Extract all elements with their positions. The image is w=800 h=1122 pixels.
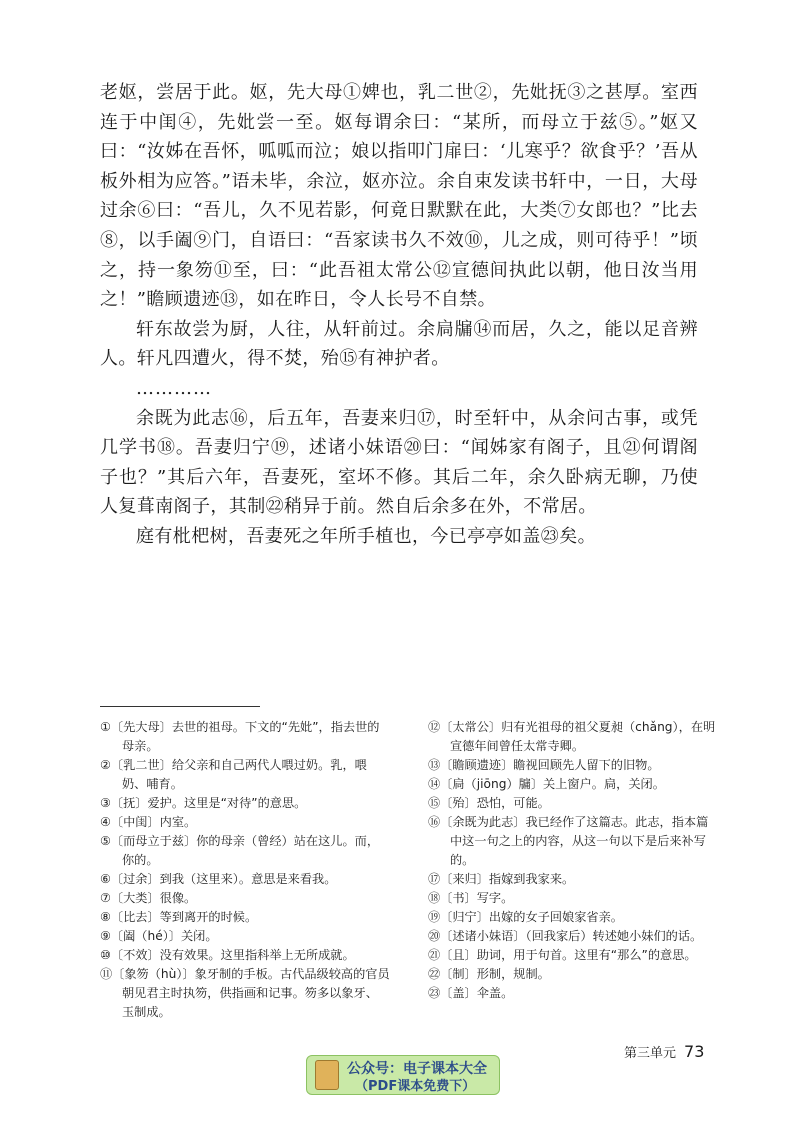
footnote: ②〔乳二世〕给父亲和自己两代人喂过奶。乳，喂奶、哺育。 bbox=[100, 758, 367, 791]
footnote: ⑰〔来归〕指嫁到我家来。 bbox=[428, 872, 575, 886]
page-footer bbox=[624, 1042, 704, 1061]
footnote: ⑤〔而母立于兹〕你的母亲（曾经）站在这儿。而，你的。 bbox=[100, 834, 380, 867]
paragraph-3: 余既为此志⑯，后五年，吾妻来归⑰，时至轩中，从余问古事，或凭几学书⑱。吾妻归宁⑲，述诸小妹语⑳曰：“闻姊家有阁子，且㉑何谓阁子也？”其后六年，吾妻死，室坏不修。其后二年，余久卧病无聊，乃使人复葺南阁子，其制㉒稍异于前。然自后余多在外，不常居。 bbox=[100, 407, 698, 518]
footnote: ④〔中闺〕内室。 bbox=[100, 815, 197, 829]
footnote: ⑭〔扃（jiōng）牖〕关上窗户。扃，关闭。 bbox=[428, 777, 665, 791]
footnotes-left bbox=[100, 718, 390, 1022]
footnote: ③〔抚〕爱护。这里是“对待”的意思。 bbox=[100, 796, 307, 810]
paragraph-1: 老妪，尝居于此。妪，先大母①婢也，乳二世②，先妣抚③之甚厚。室西连于中闺④，先妣尝一至。妪每谓余曰：“某所，而母立于兹⑤。”妪又曰：“汝姊在吾怀，呱呱而泣；娘以指叩门扉曰：‘儿寒乎？欲食乎？’吾从板外相为应答。”语未毕，余泣，妪亦泣。余自束发读书轩中，一日，大母过余⑥曰：“吾儿，久不见若影，何竟日默默在此，大类⑦女郎也？”比去⑧，以手阖⑨门，自语曰：“吾家读书久不效⑩，儿之成，则可待乎！”顷之，持一象笏⑪至，曰：“此吾祖太常公⑫宣德间执此以朝，他日汝当用之！”瞻顾遗迹⑬，如在昨日，令人长号不自禁。 bbox=[100, 82, 698, 311]
unit-label: 第三单元 bbox=[624, 1046, 677, 1061]
footnote: ⑦〔大类〕很像。 bbox=[100, 891, 197, 905]
banner-line-2: （PDF课本免费下） bbox=[355, 1079, 476, 1094]
footnote: ⑨〔阖（hé）〕关闭。 bbox=[100, 929, 218, 943]
footnote: ⑲〔归宁〕出嫁的女子回娘家省亲。 bbox=[428, 910, 623, 924]
footnote: ㉓〔盖〕伞盖。 bbox=[428, 986, 514, 1000]
footnote: ⑧〔比去〕等到离开的时候。 bbox=[100, 910, 258, 924]
footnote: ㉑〔且〕助词，用于句首。这里有“那么”的意思。 bbox=[428, 948, 697, 962]
footnote-divider bbox=[100, 706, 260, 707]
footnote: ⑫〔太常公〕归有光祖母的祖父夏昶（chǎng），在明宣德年间曾任太常寺卿。 bbox=[428, 720, 716, 753]
paragraph-4: 庭有枇杷树，吾妻死之年所手植也，今已亭亭如盖㉓矣。 bbox=[136, 525, 596, 547]
main-text bbox=[100, 78, 698, 552]
footnote: ⑬〔瞻顾遗迹〕瞻视回顾先人留下的旧物。 bbox=[428, 758, 660, 772]
footnote: ⑳〔述诸小妹语〕（回我家后）转述她小妹们的话。 bbox=[428, 929, 703, 943]
banner-line-1: 公众号：电子课本大全 bbox=[347, 1061, 487, 1077]
footnote: ⑪〔象笏（hù）〕象牙制的手板。古代品级较高的官员朝见君主时执笏，供指画和记事。笏多以象牙、玉制成。 bbox=[100, 967, 390, 1019]
footnotes-right bbox=[428, 718, 720, 1003]
footnote: ⑩〔不效〕没有效果。这里指科举上无所成就。 bbox=[100, 948, 355, 962]
footnote: ⑱〔书〕写字。 bbox=[428, 891, 514, 905]
book-icon bbox=[315, 1060, 339, 1090]
footnote: ①〔先大母〕去世的祖母。下文的“先妣”，指去世的母亲。 bbox=[100, 720, 380, 753]
footnote: ⑮〔殆〕恐怕，可能。 bbox=[428, 796, 550, 810]
watermark-banner bbox=[306, 1055, 500, 1095]
footnote: ⑥〔过余〕到我（这里来）。意思是来看我。 bbox=[100, 872, 337, 886]
paragraph-2: 轩东故尝为厨，人往，从轩前过。余扃牖⑭而居，久之，能以足音辨人。轩凡四遭火，得不焚，殆⑮有神护者。 bbox=[100, 318, 698, 370]
page-number: 73 bbox=[684, 1042, 705, 1061]
footnote: ⑯〔余既为此志〕我已经作了这篇志。此志，指本篇中这一句之上的内容，从这一句以下是后来补写的。 bbox=[428, 815, 709, 867]
footnote: ㉒〔制〕形制，规制。 bbox=[428, 967, 550, 981]
ellipsis: ………… bbox=[136, 377, 212, 399]
